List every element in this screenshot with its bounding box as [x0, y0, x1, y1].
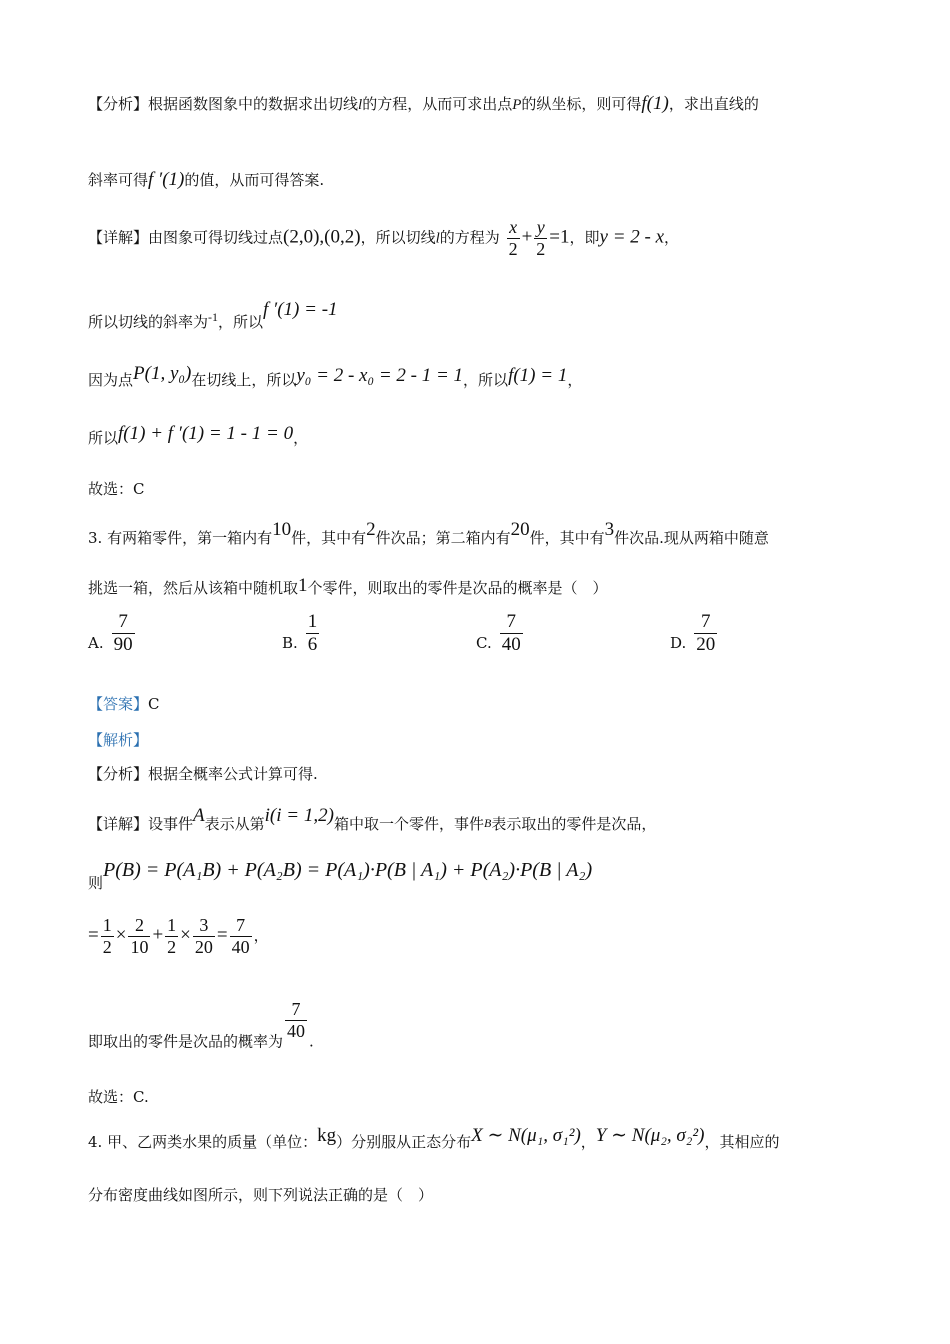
- option-d[interactable]: D. $\frac{7}{20}$: [670, 611, 716, 655]
- formula-line: 则P(B) = P(A₁B) + P(A₂B) = P(A₁)·P(B | A₁) + P(A₂)·P(B | A₂): [88, 859, 593, 892]
- analysis-3-line: 【分析】根据全概率公式计算可得.: [88, 765, 318, 783]
- fraction-y-over-2: $\frac{y}{2}$: [536, 217, 546, 259]
- jiexi-tag: 【解析】: [88, 731, 149, 749]
- question-4-line-2: 分布密度曲线如图所示，则下列说法正确的是（ ）: [88, 1186, 434, 1204]
- option-c[interactable]: C. $\frac{7}{40}$: [476, 611, 521, 655]
- detail-sum-line: 所以f(1) + f ′(1) = 1 - 1 = 0，: [88, 423, 309, 447]
- option-a[interactable]: A. $\frac{7}{90}$: [88, 611, 133, 655]
- detail-line-1: 【详解】由图象可得切线过点(2,0),(0,2)，所以切线l的方程为 $\frac{x}{2}$ + $\frac{y}{2}$ =1，即y = 2 - x，: [88, 217, 680, 259]
- result-line: 即取出的零件是次品的概率为 $\frac{7}{40}$ .: [88, 999, 314, 1051]
- choice-line-3: 故选：C.: [88, 1088, 149, 1106]
- option-b[interactable]: B. $\frac{1}{6}$: [282, 611, 318, 655]
- detail-point-line: 因为点P(1, y₀)在切线上，所以y₀ = 2 - x₀ = 2 - 1 = 1，所以f(1) = 1，: [88, 363, 583, 389]
- detail-3-line: 【详解】设事件A表示从第i(i = 1,2)箱中取一个零件，事件$_B$表示取出的零件是次品，: [88, 805, 657, 833]
- question-3-line-1: 3. 有两箱零件，第一箱内有10件，其中有2件次品；第二箱内有20件，其中有3件次品.现从两箱中随意: [88, 519, 769, 547]
- detail-tag: 【详解】: [88, 228, 149, 247]
- analysis-tag: 【分析】: [88, 95, 149, 113]
- question-3-line-2: 挑选一箱，然后从该箱中随机取1个零件，则取出的零件是次品的概率是（ ）: [88, 575, 608, 597]
- question-4-line-1: 4. 甲、乙两类水果的质量（单位：kg）分别服从正态分布X ∼ N(μ₁, σ₁²)，Y ∼ N(μ₂, σ₂²)，其相应的: [88, 1125, 780, 1151]
- answer-tag: 【答案】: [88, 695, 149, 713]
- fraction-x-over-2: $\frac{x}{2}$: [508, 217, 518, 259]
- detail-slope-line: 所以切线的斜率为$^{-1}$，所以f ′(1) = -1: [88, 299, 338, 331]
- answer-line: 【答案】C: [88, 695, 160, 713]
- choice-line-1: 故选：C: [88, 480, 145, 498]
- calculation-line: = $\frac{1}{2}$ × $\frac{2}{10}$ + $\frac{1}{2}$ × $\frac{3}{20}$ = $\frac{7}{40}$ ，: [88, 915, 269, 957]
- analysis-line-1: 【分析】根据函数图象中的数据求出切线l的方程，从而可求出点P的纵坐标，则可得f(1)，求出直线的: [88, 93, 759, 114]
- analysis-line-2: 斜率可得f ′(1)的值，从而可得答案.: [88, 169, 325, 190]
